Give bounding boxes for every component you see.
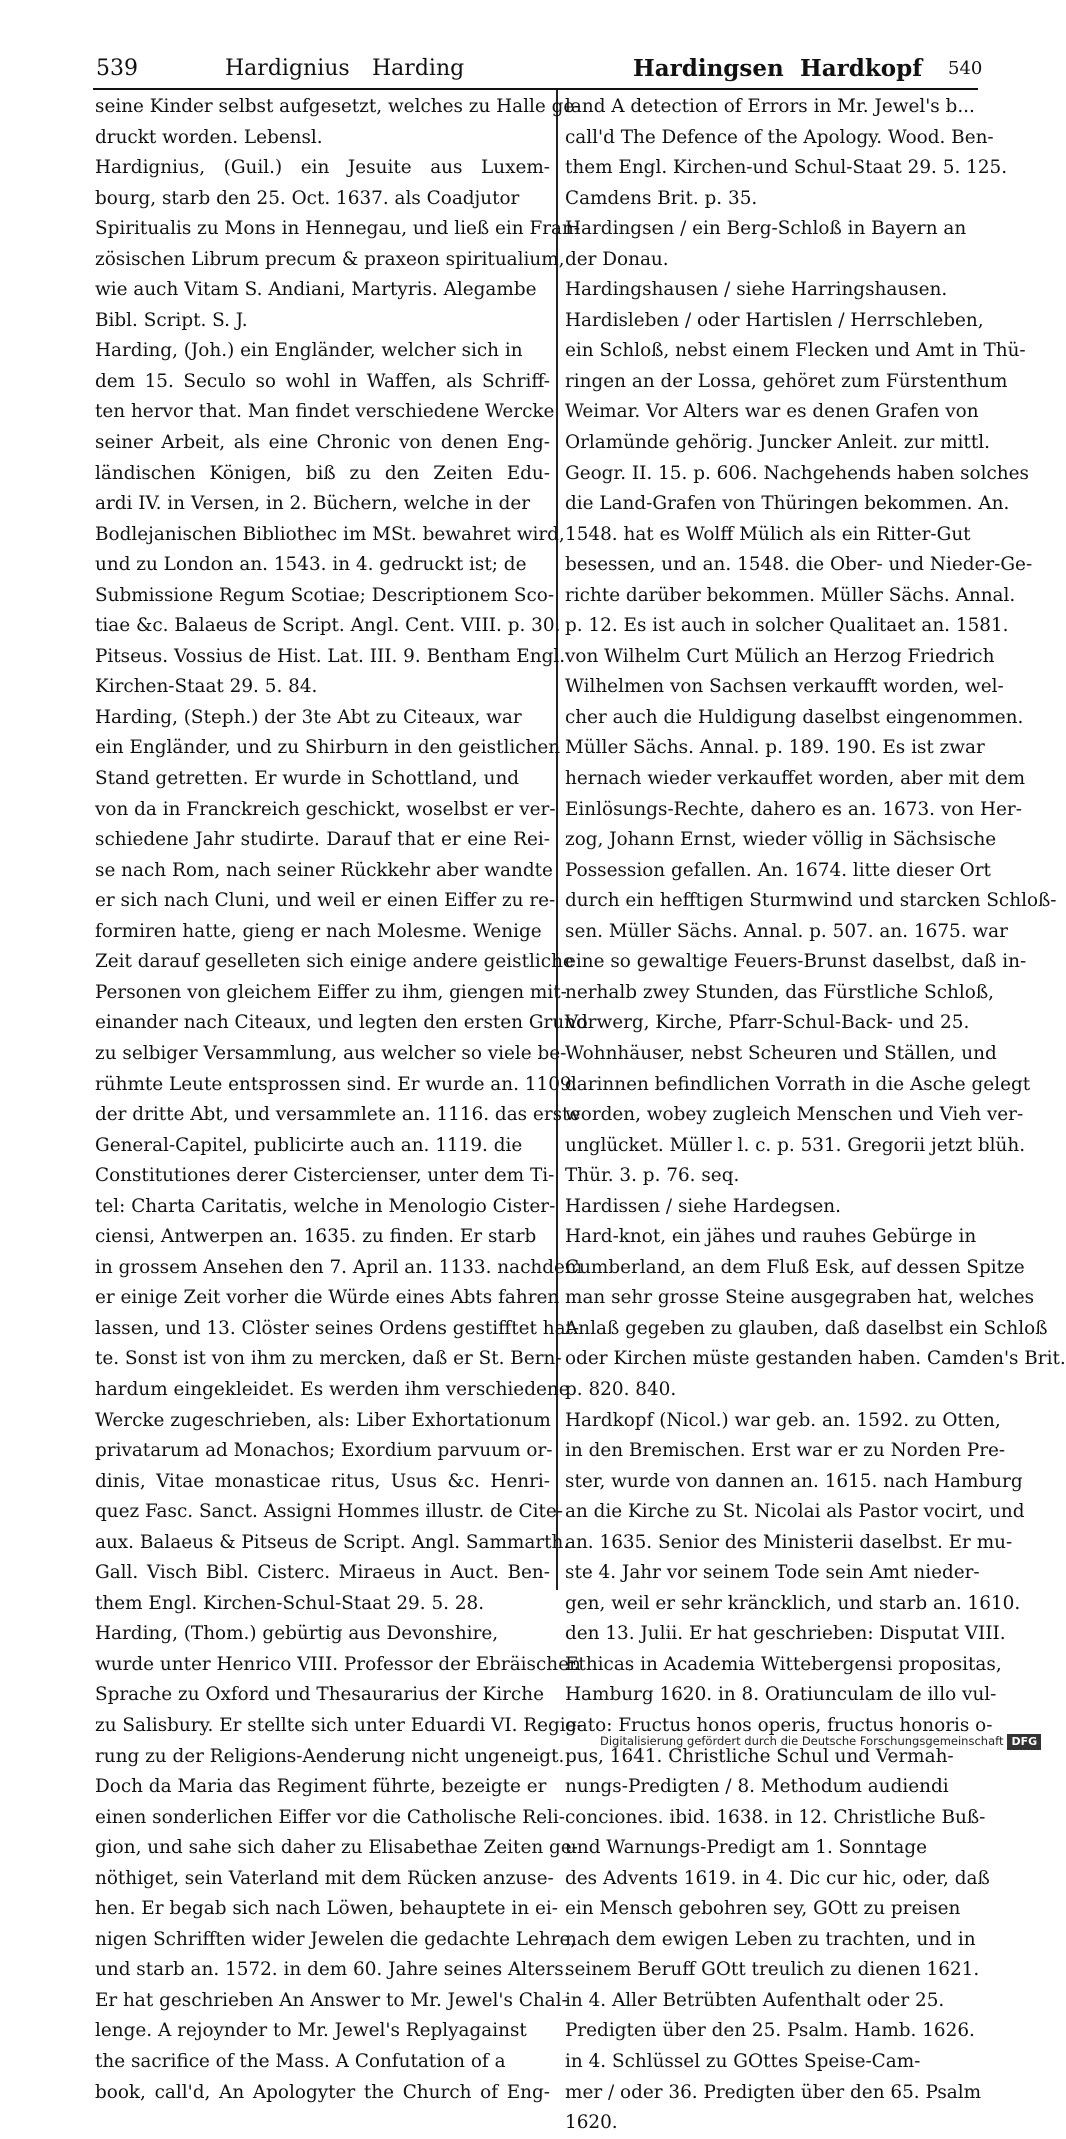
text-line: Harding, (Joh.) ein Engländer, welcher sich in bbox=[95, 340, 523, 362]
text-line: nerhalb zwey Stunden, das Fürstliche Schloß, bbox=[565, 981, 994, 1003]
text-line: von Wilhelm Curt Mülich an Herzog Friedrich bbox=[565, 645, 995, 667]
text-line: durch ein hefftigen Sturmwind und starcken Schloß- bbox=[565, 890, 1057, 912]
text-line: rung zu der Religions-Aenderung nicht ungeneigt. bbox=[95, 1745, 565, 1767]
text-line: Doch da Maria das Regiment führte, bezeigte er bbox=[95, 1776, 547, 1798]
text-line: Constitutiones derer Cistercienser, unter dem Ti- bbox=[95, 1165, 555, 1187]
text-line: ster, wurde von dannen an. 1615. nach Hamburg bbox=[565, 1470, 1023, 1492]
text-line: ländischen Königen, biß zu den Zeiten Edu- bbox=[95, 462, 550, 484]
text-line: conciones. ibid. 1638. in 12. Christliche Buß- bbox=[565, 1806, 986, 1828]
running-head-keyword: Harding bbox=[372, 56, 465, 81]
text-line: er sich nach Cluni, und weil er einen Eiffer zu re- bbox=[95, 890, 556, 912]
text-line: man sehr grosse Steine ausgegraben hat, welches bbox=[565, 1287, 1035, 1309]
text-line: worden, wobey zugleich Menschen und Vieh ver- bbox=[565, 1104, 1024, 1126]
text-line: General-Capitel, publicirte auch an. 1119. die bbox=[95, 1134, 523, 1156]
text-line: Possession gefallen. An. 1674. litte dieser Ort bbox=[565, 859, 991, 881]
text-line: ein Mensch gebohren sey, GOtt zu preisen bbox=[565, 1898, 961, 1920]
text-line: ein Schloß, nebst einem Flecken und Amt in Thü- bbox=[565, 340, 1026, 362]
text-line: seinem Beruff GOtt treulich zu dienen 1621. bbox=[565, 1959, 980, 1981]
text-line: er einige Zeit vorher die Würde eines Abts fahren bbox=[95, 1287, 560, 1309]
text-line: sen. Müller Sächs. Annal. p. 507. an. 1675. war bbox=[565, 920, 1008, 942]
text-line: Müller Sächs. Annal. p. 189. 190. Es ist zwar bbox=[565, 737, 985, 759]
text-line: hernach wieder verkauffet worden, aber mit dem bbox=[565, 768, 1026, 790]
text-line: Gall. Visch Bibl. Cisterc. Miraeus in Auct. Ben- bbox=[95, 1562, 550, 1584]
text-line: des Advents 1619. in 4. Dic cur hic, oder, daß bbox=[565, 1867, 990, 1889]
text-line: eine so gewaltige Feuers-Brunst daselbst, daß in- bbox=[565, 951, 1027, 973]
text-line: ardi IV. in Versen, in 2. Büchern, welche in der bbox=[95, 493, 531, 515]
text-line: Geogr. II. 15. p. 606. Nachgehends haben solches bbox=[565, 462, 1029, 484]
text-line: druckt worden. Lebensl. bbox=[95, 126, 323, 148]
text-line: them Engl. Kirchen-und Schul-Staat 29. 5. 125. bbox=[565, 157, 1008, 179]
text-line: und zu London an. 1543. in 4. gedruckt ist; de bbox=[95, 554, 527, 576]
text-line: nigen Schrifften wider Jewelen die gedachte Lehre, bbox=[95, 1928, 577, 1950]
text-line: them Engl. Kirchen-Schul-Staat 29. 5. 28. bbox=[95, 1592, 485, 1614]
text-line: wurde unter Henrico VIII. Professor der Ebräischen bbox=[95, 1653, 581, 1675]
text-line: quez Fasc. Sanct. Assigni Hommes illustr. de Cite- bbox=[95, 1501, 563, 1523]
text-line: Bibl. Script. S. J. bbox=[95, 309, 248, 331]
text-line: pus, 1641. Christliche Schul und Vermah- bbox=[565, 1745, 954, 1767]
text-line: Wilhelmen von Sachsen verkaufft worden, wel- bbox=[565, 676, 1004, 698]
text-line: zu Salisbury. Er stellte sich unter Eduardi VI. Regie- bbox=[95, 1714, 583, 1736]
running-head-keyword: Hardkopf bbox=[800, 55, 923, 82]
text-line: seiner Arbeit, als eine Chronic von denen Eng- bbox=[95, 432, 550, 454]
text-line: gen, weil er sehr kräncklich, und starb an. 1610. bbox=[565, 1592, 1021, 1614]
text-line: ten hervor that. Man findet verschiedene Wercke bbox=[95, 401, 555, 423]
text-line: in grossem Ansehen den 7. April an. 1133. nachdem bbox=[95, 1256, 583, 1278]
text-line: dem 15. Seculo so wohl in Waffen, als Schriff- bbox=[95, 370, 550, 392]
text-line: se nach Rom, nach seiner Rückkehr aber wandte bbox=[95, 859, 553, 881]
text-line: von da in Franckreich geschickt, woselbst er ver- bbox=[95, 798, 556, 820]
left-column bbox=[95, 92, 588, 2108]
text-line: und Warnungs-Predigt am 1. Sonntage bbox=[565, 1837, 928, 1859]
text-line: lassen, und 13. Clöster seines Ordens gestifftet hat- bbox=[95, 1317, 580, 1339]
text-line: darinnen befindlichen Vorrath in die Asche gelegt bbox=[565, 1073, 1031, 1095]
text-line: mer / oder 36. Predigten über den 65. Psalm bbox=[565, 2081, 982, 2103]
text-line: oder Kirchen müste gestanden haben. Camden's Brit. bbox=[565, 1348, 1066, 1370]
text-line: nungs-Predigten / 8. Methodum audiendi bbox=[565, 1776, 949, 1798]
text-line: gion, und sahe sich daher zu Elisabethae Zeiten ge- bbox=[95, 1837, 578, 1859]
text-line: Wohnhäuser, nebst Scheuren und Ställen, und bbox=[565, 1042, 997, 1064]
text-line: Hardissen / siehe Hardegsen. bbox=[565, 1195, 841, 1217]
text-line: gato: Fructus honos operis, fructus honoris o- bbox=[565, 1714, 993, 1736]
text-line: in 4. Schlüssel zu GOttes Speise-Cam- bbox=[565, 2051, 921, 2072]
text-line: Submissione Regum Scotiae; Descriptionem Sco- bbox=[95, 584, 555, 606]
text-line: Hardingsen / ein Berg-Schloß in Bayern an bbox=[565, 218, 967, 240]
text-line: hardum eingekleidet. Es werden ihm verschiedene bbox=[95, 1378, 570, 1400]
text-line: p. 820. 840. bbox=[565, 1378, 677, 1400]
text-line: Hamburg 1620. in 8. Oratiunculam de illo vul- bbox=[565, 1684, 997, 1706]
running-head-keyword: Hardingsen bbox=[633, 55, 784, 82]
text-line: Hardignius, (Guil.) ein Jesuite aus Luxem- bbox=[95, 157, 550, 179]
text-line: Hardkopf (Nicol.) war geb. an. 1592. zu Otten, bbox=[565, 1409, 1001, 1431]
text-line: den 13. Julii. Er hat geschrieben: Disputat VIII. bbox=[565, 1623, 1006, 1645]
text-line: formiren hatte, gieng er nach Molesme. Wenige bbox=[95, 920, 542, 942]
text-line: in den Bremischen. Erst war er zu Norden Pre- bbox=[565, 1440, 1006, 1462]
text-line: nöthiget, sein Vaterland mit dem Rücken anzuse- bbox=[95, 1867, 554, 1889]
text-line: einander nach Citeaux, und legten den ersten Grund bbox=[95, 1012, 588, 1034]
text-line: hen. Er begab sich nach Löwen, behauptete in ei- bbox=[95, 1898, 558, 1920]
text-line: Harding, (Steph.) der 3te Abt zu Citeaux, war bbox=[95, 706, 522, 728]
text-line: dinis, Vitae monasticae ritus, Usus &c. Henri- bbox=[95, 1470, 550, 1492]
dfg-logo: DFG bbox=[1007, 1734, 1041, 1750]
running-head-keyword: Hardignius bbox=[225, 56, 350, 81]
text-line: Hardisleben / oder Hartislen / Herrschleben, bbox=[565, 309, 984, 331]
text-line: Ethicas in Academia Wittebergensi propositas, bbox=[565, 1653, 1002, 1675]
text-line: ringen an der Lossa, gehöret zum Fürstenthum bbox=[565, 370, 1008, 392]
text-line: Hard-knot, ein jähes und rauhes Gebürge in bbox=[565, 1226, 977, 1248]
text-line: tiae &c. Balaeus de Script. Angl. Cent. VIII. p. 30. bbox=[95, 615, 561, 637]
text-line: der dritte Abt, und versammlete an. 1116. das erste bbox=[95, 1104, 581, 1126]
text-line: Bodlejanischen Bibliothec im MSt. bewahret wird, bbox=[95, 523, 565, 545]
text-line: book, call'd, An Apologyter the Church of Eng- bbox=[95, 2081, 550, 2103]
text-line: in 4. Aller Betrübten Aufenthalt oder 25. bbox=[565, 1989, 945, 2011]
text-line: zösischen Librum precum & praxeon spiritualium, bbox=[95, 248, 565, 270]
text-line: Predigten über den 25. Psalm. Hamb. 1626. bbox=[565, 2020, 975, 2042]
text-line: Harding, (Thom.) gebürtig aus Devonshire, bbox=[95, 1623, 499, 1645]
text-line: bourg, starb den 25. Oct. 1637. als Coadjutor bbox=[95, 187, 520, 209]
text-line: und starb an. 1572. in dem 60. Jahre seines Alters. bbox=[95, 1959, 570, 1981]
header-rule bbox=[93, 88, 978, 90]
page-number-left: 539 bbox=[96, 56, 138, 81]
text-line: Wercke zugeschrieben, als: Liber Exhortationum bbox=[95, 1409, 551, 1431]
text-line: p. 12. Es ist auch in solcher Qualitaet an. 1581. bbox=[565, 615, 1009, 637]
digitization-footer bbox=[600, 1732, 1038, 1750]
text-line: Pitseus. Vossius de Hist. Lat. III. 9. Bentham Engl. bbox=[95, 645, 566, 667]
text-line: 1620. bbox=[565, 2112, 618, 2134]
text-line: ein Engländer, und zu Shirburn in den geistlichen bbox=[95, 737, 561, 759]
text-line: zog, Johann Ernst, wieder völlig in Sächsische bbox=[565, 829, 997, 851]
text-line: an die Kirche zu St. Nicolai als Pastor vocirt, und bbox=[565, 1501, 1025, 1523]
text-line: Cumberland, an dem Fluß Esk, auf dessen Spitze bbox=[565, 1256, 1025, 1278]
text-line: Vorwerg, Kirche, Pfarr-Schul-Back- und 25. bbox=[565, 1012, 970, 1034]
text-line: seine Kinder selbst aufgesetzt, welches zu Halle ge- bbox=[95, 96, 581, 117]
text-line: Er hat geschrieben An Answer to Mr. Jewel's Chal- bbox=[95, 1989, 568, 2011]
text-line: lenge. A rejoynder to Mr. Jewel's Replyagainst bbox=[95, 2020, 527, 2042]
text-line: ciensi, Antwerpen an. 1635. zu finden. Er starb bbox=[95, 1226, 537, 1248]
text-line: Kirchen-Staat 29. 5. 84. bbox=[95, 676, 318, 698]
text-line: call'd The Defence of the Apology. Wood. Ben- bbox=[565, 126, 994, 148]
text-line: einen sonderlichen Eiffer vor die Catholische Reli- bbox=[95, 1806, 565, 1828]
text-line: Einlösungs-Rechte, dahero es an. 1673. von Her- bbox=[565, 798, 1022, 820]
text-line: Zeit darauf geselleten sich einige andere geistliche bbox=[95, 951, 574, 973]
text-line: Orlamünde gehörig. Juncker Anleit. zur mittl. bbox=[565, 432, 990, 454]
text-line: Weimar. Vor Alters war es denen Grafen von bbox=[565, 401, 979, 423]
text-line: nach dem ewigen Leben zu trachten, und in bbox=[565, 1928, 976, 1950]
text-line: rühmte Leute entsprossen sind. Er wurde an. 1109. bbox=[95, 1073, 578, 1095]
text-line: aux. Balaeus & Pitseus de Script. Angl. Sammarth. bbox=[95, 1531, 570, 1553]
page-number-right: 540 bbox=[948, 58, 983, 79]
text-line: die Land-Grafen von Thüringen bekommen. An. bbox=[565, 493, 1010, 515]
footer-text: Digitalisierung gefördert durch die Deutsche Forschungsgemeinschaft bbox=[600, 1734, 1004, 1748]
text-line: besessen, und an. 1548. die Ober- und Nieder-Ge- bbox=[565, 554, 1033, 576]
text-line: Camdens Brit. p. 35. bbox=[565, 187, 758, 209]
text-line: unglücket. Müller l. c. p. 531. Gregorii jetzt blüh. bbox=[565, 1134, 1026, 1156]
text-line: wie auch Vitam S. Andiani, Martyris. Alegambe bbox=[95, 279, 537, 301]
text-line: 1548. hat es Wolff Mülich als ein Ritter-Gut bbox=[565, 523, 971, 545]
text-line: Sprache zu Oxford und Thesaurarius der Kirche bbox=[95, 1684, 544, 1706]
text-line: te. Sonst ist von ihm zu mercken, daß er St. Bern- bbox=[95, 1348, 562, 1370]
text-line: tel: Charta Caritatis, welche in Menologio Cister- bbox=[95, 1195, 556, 1217]
text-line: Anlaß gegeben zu glauben, daß daselbst ein Schloß bbox=[565, 1317, 1048, 1339]
text-line: Stand getretten. Er wurde in Schottland, und bbox=[95, 768, 520, 790]
text-line: land A detection of Errors in Mr. Jewel's b... bbox=[565, 96, 975, 117]
text-line: der Donau. bbox=[565, 248, 669, 270]
text-line: cher auch die Huldigung daselbst eingenommen. bbox=[565, 706, 1024, 728]
text-line: richte darüber bekommen. Müller Sächs. Annal. bbox=[565, 584, 1016, 606]
text-line: Hardingshausen / siehe Harringshausen. bbox=[565, 279, 948, 301]
text-line: Spiritualis zu Mons in Hennegau, und ließ ein Fran- bbox=[95, 218, 581, 240]
text-line: an. 1635. Senior des Ministerii daselbst. Er mu- bbox=[565, 1531, 1013, 1553]
text-line: zu selbiger Versammlung, aus welcher so viele be- bbox=[95, 1042, 567, 1064]
text-line: privatarum ad Monachos; Exordium parvuum or- bbox=[95, 1440, 553, 1462]
text-line: ste 4. Jahr vor seinem Tode sein Amt nieder- bbox=[565, 1562, 980, 1584]
text-line: the sacrifice of the Mass. A Confutation of a bbox=[95, 2051, 506, 2072]
text-line: Personen von gleichem Eiffer zu ihm, giengen mit- bbox=[95, 981, 567, 1003]
text-line: Thür. 3. p. 76. seq. bbox=[565, 1165, 740, 1187]
text-line: schiedene Jahr studirte. Darauf that er eine Rei- bbox=[95, 829, 550, 851]
